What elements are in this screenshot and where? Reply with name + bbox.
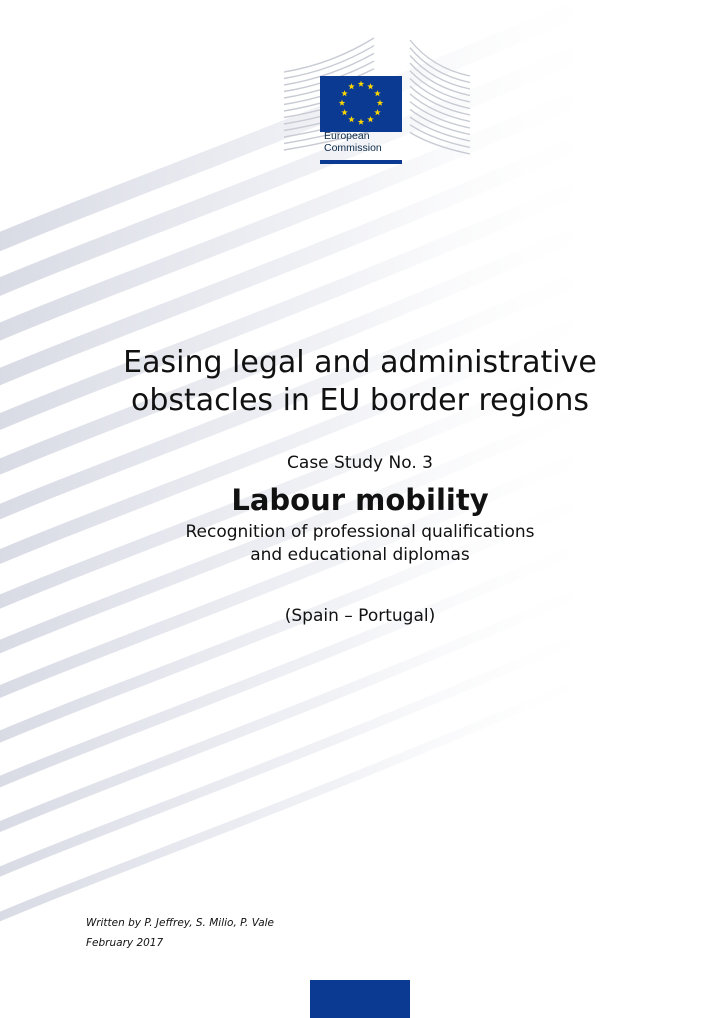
case-study-number: Case Study No. 3: [287, 453, 433, 473]
logo-line-2: Commission: [324, 142, 382, 154]
logo-building-line: [410, 125, 470, 148]
subtitle-line-1: Recognition of professional qualifications: [185, 522, 535, 542]
region-label: (Spain – Portugal): [284, 606, 436, 626]
date-line: February 2017: [86, 937, 164, 949]
credits: [86, 913, 274, 953]
logo-underline: [320, 160, 402, 164]
document-title: [60, 344, 660, 420]
title-line-2: obstacles in EU border regions: [130, 383, 590, 419]
case-study-headline: Labour mobility: [231, 483, 489, 517]
logo-line-1: European: [324, 130, 370, 142]
subtitle-line-2: and educational diplomas: [250, 545, 470, 565]
logo-building-line: [410, 132, 470, 154]
footer-blue-bar: [310, 980, 410, 1018]
title-line-1: Easing legal and administrative: [123, 345, 597, 381]
case-study-subtitle: [60, 521, 660, 567]
logo-wordmark: [324, 130, 382, 154]
authors-line: Written by P. Jeffrey, S. Milio, P. Vale: [86, 917, 275, 929]
